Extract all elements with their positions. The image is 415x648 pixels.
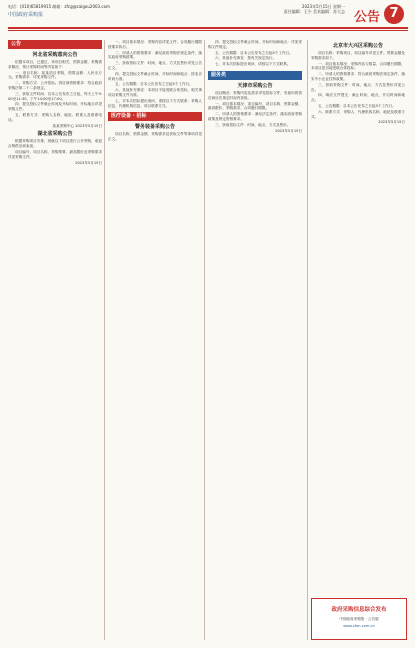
promo-url: www.cfen.com.cn <box>343 624 375 628</box>
newspaper-brand: 中国政府采购报 <box>8 12 44 18</box>
notice-signature: 2023年5月15日 <box>75 160 102 165</box>
notice-paragraph: 项目编号、项目名称、采购预算、最高限价及采购需求详见采购文件。 <box>8 149 102 159</box>
issue-date: 2023年5月15日 星期一 <box>301 4 345 9</box>
promo-title: 政府采购信息综合发布 <box>331 607 387 613</box>
column-divider <box>307 40 308 640</box>
notice-paragraph: 项目名称、预算金额、采购需求及获取文件等事项详见正文。 <box>108 132 202 142</box>
notice-paragraph: 依据本项目，已通过，该项目相关，预算金额、采购需求概况、预计采购时间等内容如下： <box>8 60 102 69</box>
notice-title: 北京市大兴区采购公告 <box>332 43 383 49</box>
notice-paragraph: 项目名称：采购项目，项目编号详见文件。预算金额及采购需求如下。 <box>311 51 405 60</box>
notice-paragraph: 三、获取招标文件：时间、地点、方式及售价详见公告正文。 <box>108 61 202 70</box>
notice-paragraph: 六、其他补充事宜：本项目不接受联合体投标，相关事项以采购文件为准。 <box>108 88 202 97</box>
notice-title: 警务装备采购公告 <box>134 124 175 131</box>
editor-line: 责任编辑：王少 美术编辑：苏大志 <box>283 9 345 14</box>
notice-paragraph: 一、项目基本情况：采购内容与数量、合同履行期限、本项目是否接受联合体投标。 <box>311 61 405 71</box>
notice-signature: 2023年5月15日 <box>275 128 302 133</box>
notice-paragraph: 五、公告期限：自本公告发布之日起5个工作日。 <box>115 82 193 87</box>
contact-line: 电话：(010)65819915 邮箱：zfcg@caigou2003.com <box>8 4 110 9</box>
header-rule-thin <box>8 30 408 31</box>
notice-signature: 某某采购中心 2023年5月15日 <box>52 123 102 128</box>
column-1 <box>8 40 102 168</box>
notice-paragraph: 四、提交投标文件截止时间及开标时间，开标地点详见采购文件。 <box>8 102 102 112</box>
notice-paragraph: 五、公告期限：自本公告发布之日起5个工作日。 <box>215 50 293 55</box>
section-bar: 服务类 <box>208 71 302 80</box>
notice-paragraph: 六、其他补充事宜：按有关规定执行。 <box>215 56 277 61</box>
notice-paragraph: 七、对本次招标提出询问，请按以下方式联系。 <box>215 62 291 67</box>
notice-paragraph: 四、响应文件提交：截止时间、地点，开启时间和地点。 <box>311 93 405 103</box>
notice-paragraph: 三、获取招标文件：时间、地点、方式及售价。 <box>215 122 291 127</box>
notice-paragraph: 四、提交投标文件截止时间、开标时间和地点：按北京时间为准。 <box>108 71 202 81</box>
notice-paragraph: 五、公告期限：自本公告发布之日起3个工作日。 <box>318 103 396 108</box>
notice-title: 河北省采购意向公告 <box>32 52 78 58</box>
notice-paragraph: 三、获取采购文件：时间、地点、方式及售价详见公告。 <box>311 82 405 92</box>
header-rule <box>8 27 408 29</box>
notice-signature: 2023年5月15日 <box>378 120 405 125</box>
page-number: 7 <box>384 4 404 24</box>
column-divider <box>204 40 205 640</box>
column-4 <box>311 40 405 128</box>
notice-paragraph: 一、项目基本情况：项目编号、项目名称、预算金额、最高限价、采购需求、合同履行期限。 <box>208 101 302 111</box>
notice-paragraph: 根据采购项目安排，现就以下项目进行公开采购，欢迎合格供应商参加。 <box>8 139 102 149</box>
notice-paragraph: 六、联系方式：采购人、代理机构名称、地址及联系方式。 <box>311 109 405 119</box>
notice-title: 天津市采购公告 <box>237 82 273 89</box>
section-bar: 医疗设备 · 招标 <box>108 112 202 121</box>
section-title: 公告 <box>354 10 381 25</box>
notice-paragraph: 二、申请人的资格要求：符合政府采购法规定条件，落实中小企业扶持政策。 <box>311 72 405 81</box>
notice-paragraph: 五、联系方式：采购人名称、地址、联系人及联系电话。 <box>8 112 102 122</box>
date-line <box>240 4 345 14</box>
column-divider <box>104 40 105 640</box>
notice-paragraph: 三、获取文件时间：自本公告发布之日起，每天上午9:00至11:30，下午14:00至17:00。 <box>8 91 102 101</box>
column-3 <box>208 40 302 136</box>
promo-box <box>311 598 407 640</box>
notice-paragraph: 二、采购方式：公开招标。供应商资格要求：符合政府采购法第二十二条规定。 <box>8 81 102 90</box>
notice-paragraph: 四、提交投标文件截止时间、开标时间和地点：详见采购文件规定。 <box>208 40 302 49</box>
promo-subtitle: 中国政府采购报 · 公告版 <box>339 617 379 621</box>
notice-paragraph: 一、项目基本情况：采购内容详见文件，合同履行期限按要求执行。 <box>108 40 202 49</box>
notice-title: 湖北省采购公告 <box>37 131 73 138</box>
notice-paragraph: 七、对本次招标提出询问，请按以下方式联系：采购人信息、代理机构信息、项目联系方式。 <box>108 98 202 108</box>
section-bar: 公告 <box>8 40 102 49</box>
notice-paragraph: 二、申请人的资格要求：满足政府采购法规定条件；落实政府采购政策。 <box>108 50 202 60</box>
notice-paragraph: 项目概况：采购内容及需求详见招标文件，有意向的供应商应在规定时间内获取。 <box>208 90 302 100</box>
column-2 <box>108 40 202 143</box>
notice-paragraph: 二、申请人的资格要求：满足法定条件，落实政府采购政策及特定资格要求。 <box>208 112 302 121</box>
page-header <box>0 0 415 36</box>
notice-paragraph: 一、项目名称：某某项目采购，预算金额：人民币万元。采购需求：详见采购文件。 <box>8 70 102 80</box>
